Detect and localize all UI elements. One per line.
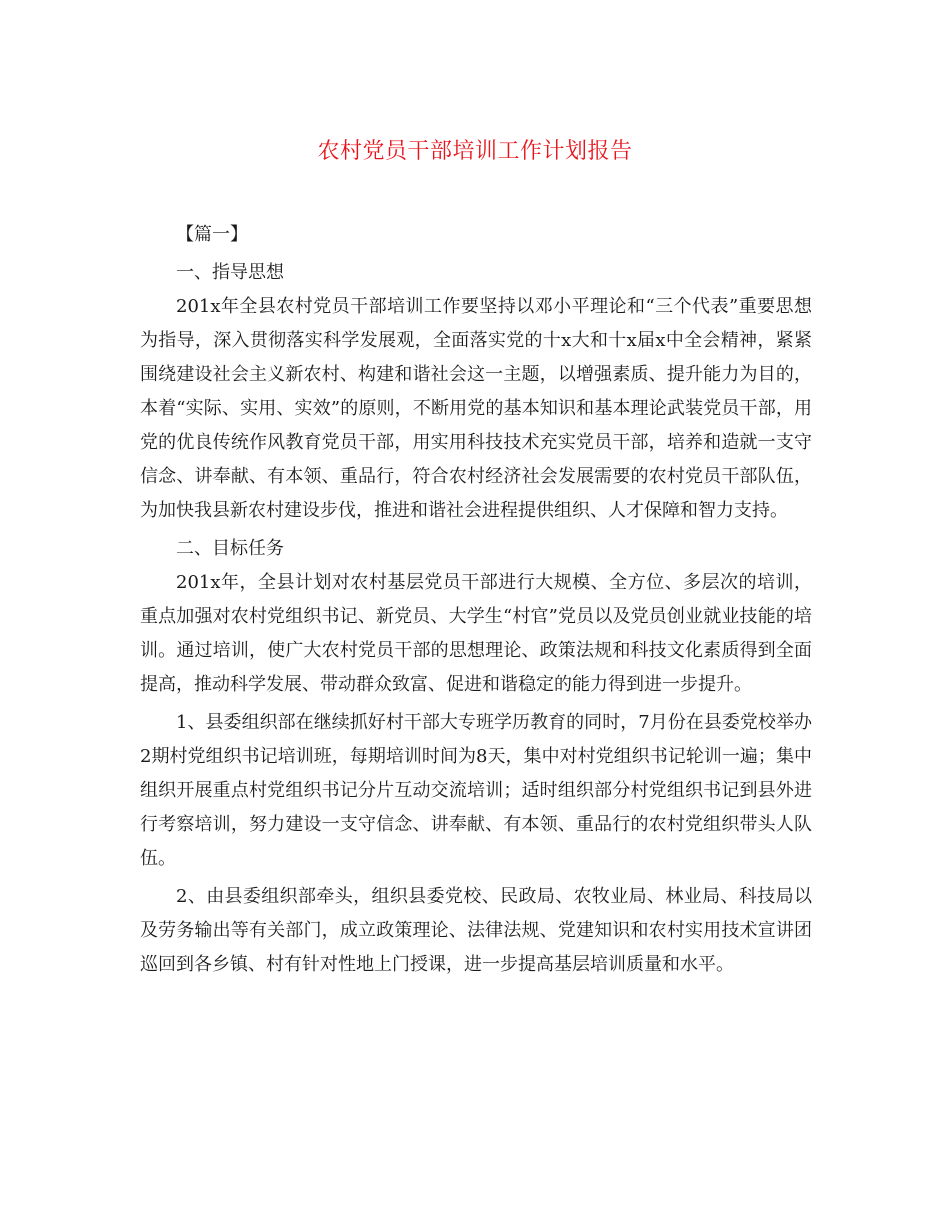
section-heading-guiding-ideology: 一、指导思想 [176,262,284,283]
paragraph-goals-tasks: 201x年，全县计划对农村基层党员干部进行大规模、全方位、多层次的培训，重点加强对农村党组织书记、新党员、大学生“村官”党员以及党员创业就业技能的培训。通过培训，使广大农村党员干部的思想理论、政策法规和科技文化素质得到全面提高，推动科学发展、带动群众致富、促进和谐稳定的能力得到进一步提升。 [140,572,812,695]
paragraph-guiding-ideology: 201x年全县农村党员干部培训工作要坚持以邓小平理论和“三个代表”重要思想为指导，深入贯彻落实科学发展观，全面落实党的十x大和十x届x中全会精神，紧紧围绕建设社会主义新农村、构建和谐社会这一主题，以增强素质、提升能力为目的，本着“实际、实用、实效”的原则，不断用党的基本知识和基本理论武装党员干部，用党的优良传统作风教育党员干部，用实用科技技术充实党员干部，培养和造就一支守信念、讲奉献、有本领、重品行，符合农村经济社会发展需要的农村党员干部队伍，为加快我县新农村建设步伐，推进和谐社会进程提供组织、人才保障和智力支持。 [140,296,812,521]
paragraph-item-2: 2、由县委组织部牵头，组织县委党校、民政局、农牧业局、林业局、科技局以及劳务输出等有关部门，成立政策理论、法律法规、党建知识和农村实用技术宣讲团巡回到各乡镇、村有针对性地上门授课，进一步提高基层培训质量和水平。 [140,886,812,975]
part-label: 【篇一】 [176,224,248,245]
paragraph-item-1: 1、县委组织部在继续抓好村干部大专班学历教育的同时，7月份在县委党校举办2期村党组织书记培训班，每期培训时间为8天，集中对村党组织书记轮训一遍；集中组织开展重点村党组织书记分片互动交流培训；适时组织部分村党组织书记到县外进行考察培训，努力建设一支守信念、讲奉献、有本领、重品行的农村党组织带头人队伍。 [140,712,812,869]
document-title: 农村党员干部培训工作计划报告 [317,139,633,164]
document-body [140,218,812,986]
section-heading-goals-tasks: 二、目标任务 [176,538,284,559]
